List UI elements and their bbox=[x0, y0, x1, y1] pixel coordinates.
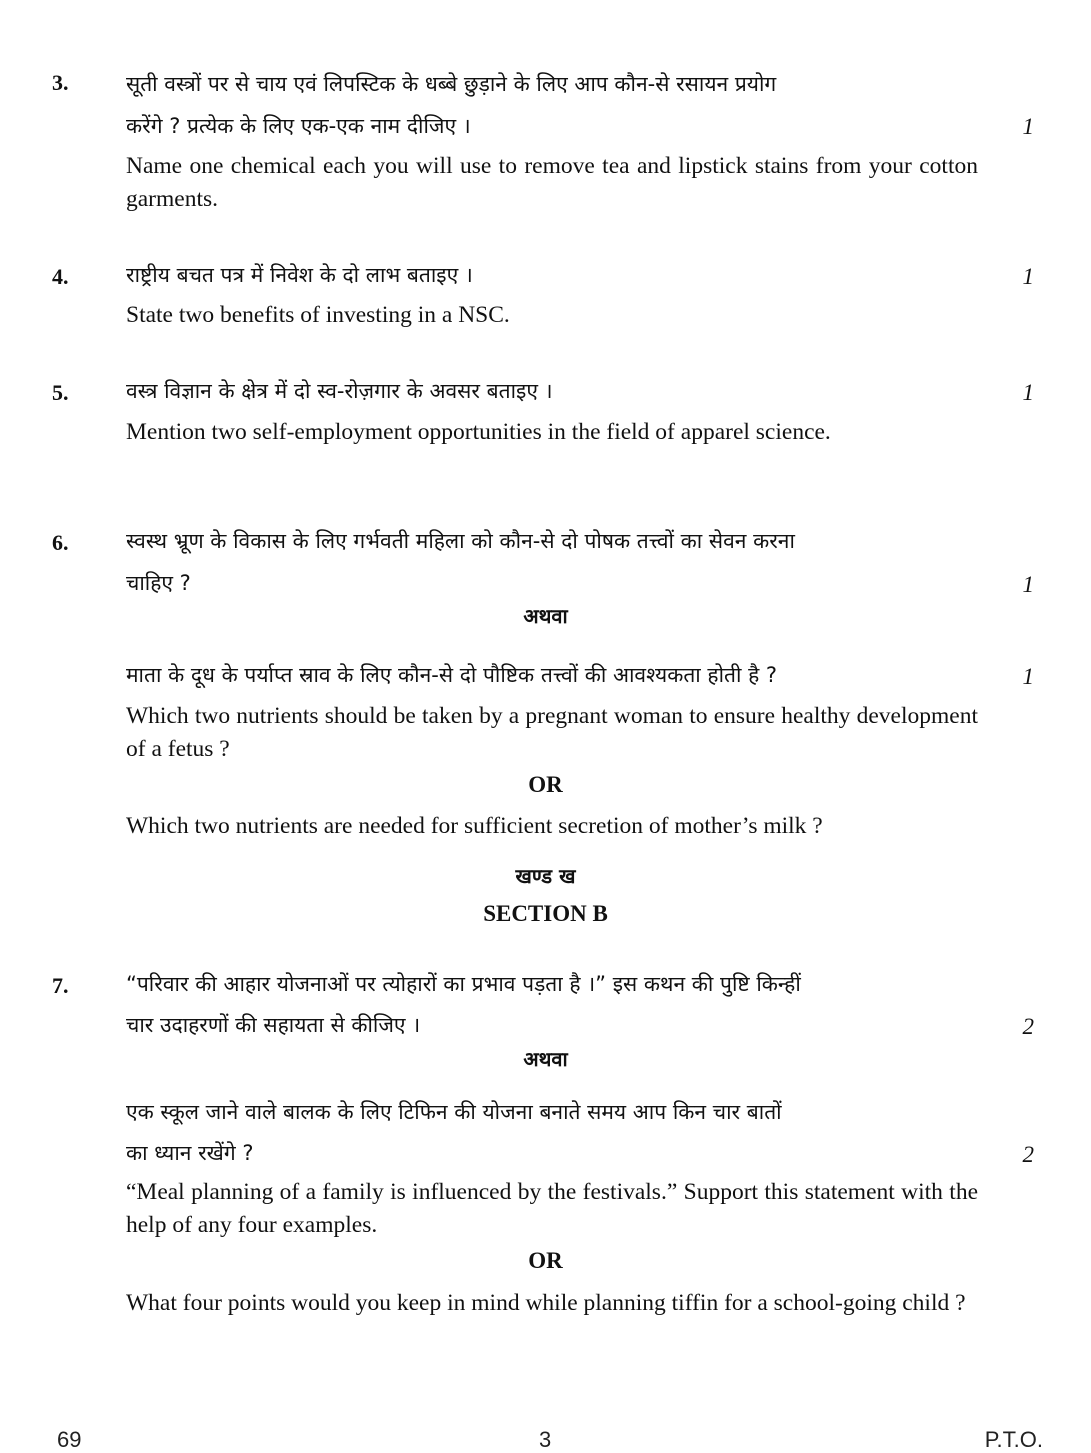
question-english: “Meal planning of a family is influenced by the festivals.” Support this statement with the help of any four examples. bbox=[126, 1179, 978, 1238]
question-hindi-line: एक स्कूल जाने वाले बालक के लिए टिफिन की योजना बनाते समय आप किन चार बातों bbox=[126, 1100, 782, 1124]
question-number: 7. bbox=[52, 973, 69, 998]
question-marks: 2 bbox=[1022, 1014, 1034, 1039]
question-hindi-line: “परिवार की आहार योजनाओं पर त्योहारों का प्रभाव पड़ता है ।” इस कथन की पुष्टि किन्हीं bbox=[126, 972, 801, 996]
question-hindi-line: चार उदाहरणों की सहायता से कीजिए । bbox=[126, 1013, 421, 1037]
question-english: Which two nutrients should be taken by a pregnant woman to ensure healthy development of a fetus ? bbox=[126, 703, 978, 762]
or-hindi: अथवा bbox=[523, 1047, 568, 1071]
paper-code: 69 bbox=[57, 1427, 82, 1452]
section-heading-hindi: खण्ड ख bbox=[515, 864, 576, 888]
question-number: 5. bbox=[52, 380, 69, 405]
page-number: 3 bbox=[539, 1427, 552, 1452]
question-marks: 1 bbox=[1022, 380, 1034, 405]
or-english: OR bbox=[528, 772, 563, 797]
section-heading-english: SECTION B bbox=[483, 901, 608, 926]
question-english: Which two nutrients are needed for sufficient secretion of mother’s milk ? bbox=[126, 813, 823, 839]
question-english: What four points would you keep in mind while planning tiffin for a school-going child ? bbox=[126, 1290, 966, 1316]
question-number: 6. bbox=[52, 530, 69, 555]
question-hindi-line: चाहिए ? bbox=[126, 571, 191, 595]
question-hindi-line: वस्त्र विज्ञान के क्षेत्र में दो स्व-रोज़गार के अवसर बताइए । bbox=[126, 379, 553, 403]
question-hindi-line: करेंगे ? प्रत्येक के लिए एक-एक नाम दीजिए । bbox=[126, 114, 471, 138]
question-hindi-line: राष्ट्रीय बचत पत्र में निवेश के दो लाभ बताइए । bbox=[126, 263, 473, 287]
question-hindi-line: का ध्यान रखेंगे ? bbox=[126, 1141, 254, 1165]
question-marks: 1 bbox=[1022, 572, 1034, 597]
or-hindi: अथवा bbox=[523, 604, 568, 628]
pto-label: P.T.O. bbox=[984, 1427, 1043, 1452]
question-hindi-line: स्वस्थ भ्रूण के विकास के लिए गर्भवती महिला को कौन-से दो पोषक तत्त्वों का सेवन करना bbox=[126, 529, 795, 553]
question-marks: 1 bbox=[1022, 264, 1034, 289]
question-number: 4. bbox=[52, 264, 69, 289]
question-english: State two benefits of investing in a NSC. bbox=[126, 302, 510, 328]
question-marks: 1 bbox=[1022, 664, 1034, 689]
question-number: 3. bbox=[52, 70, 69, 95]
question-hindi-line: माता के दूध के पर्याप्त स्राव के लिए कौन-से दो पौष्टिक तत्त्वों की आवश्यकता होती है ? bbox=[126, 663, 778, 687]
question-marks: 2 bbox=[1022, 1142, 1034, 1167]
question-marks: 1 bbox=[1022, 114, 1034, 139]
question-english: Name one chemical each you will use to remove tea and lipstick stains from your cotton garments. bbox=[126, 153, 978, 212]
question-english: Mention two self-employment opportunities in the field of apparel science. bbox=[126, 419, 831, 445]
question-hindi-line: सूती वस्त्रों पर से चाय एवं लिपस्टिक के धब्बे छुड़ाने के लिए आप कौन-से रसायन प्रयोग bbox=[126, 72, 777, 96]
or-english: OR bbox=[528, 1248, 563, 1273]
